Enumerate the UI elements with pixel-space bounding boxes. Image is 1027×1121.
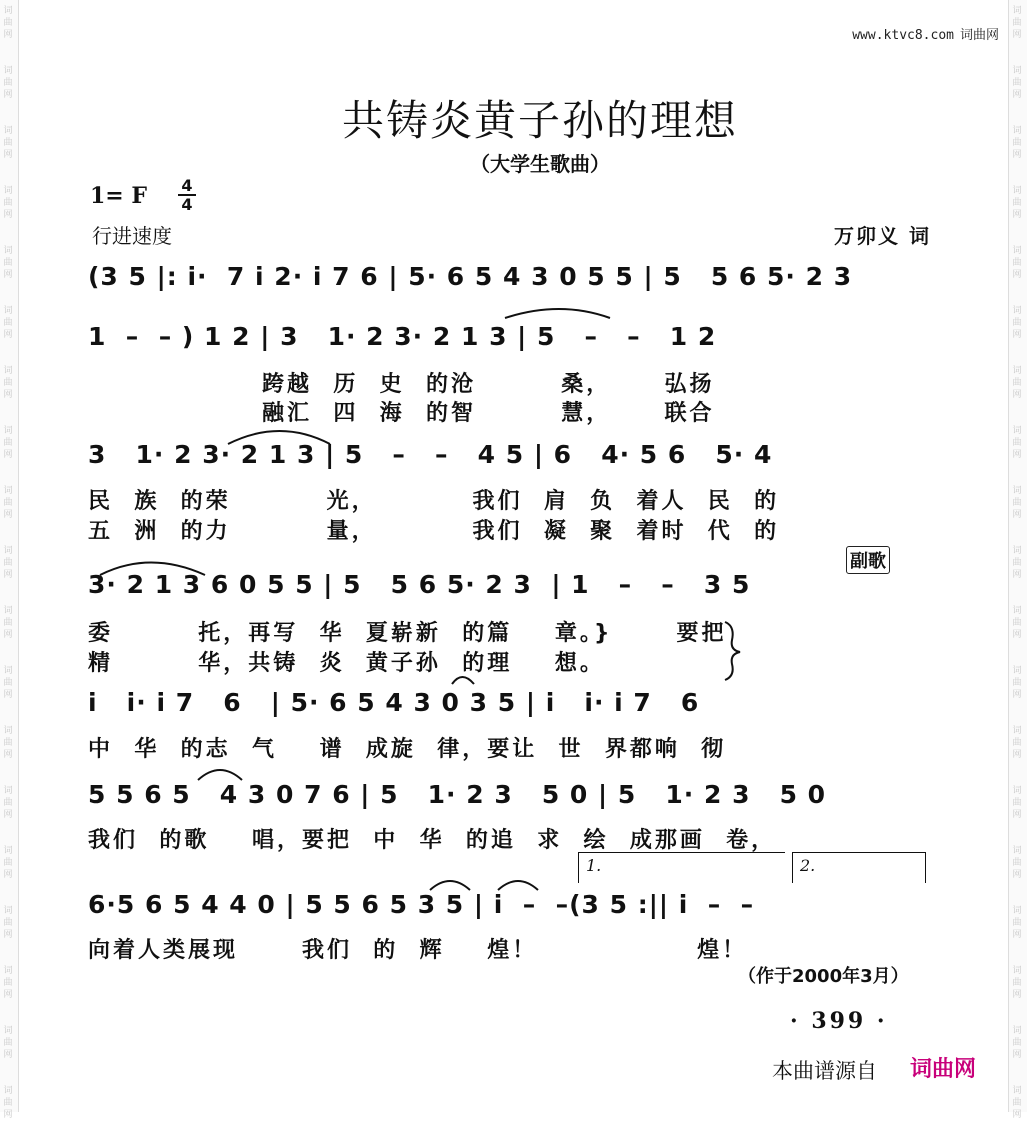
watermark-char: 曲 bbox=[1012, 558, 1022, 568]
watermark-char: 网 bbox=[3, 630, 13, 640]
lyric-verse3-line-b: 精 华，共铸 炎 黄子孙 的理 想。 bbox=[88, 651, 605, 676]
watermark-char: 网 bbox=[3, 390, 13, 400]
lyricist-credit: 万卯义 词 bbox=[834, 224, 931, 248]
watermark-char: 曲 bbox=[3, 738, 13, 748]
notation-line-7: 6·5 6 5 4 4 0 | 5 5 6 5 3 5 | i – –(3 5 :|| i – – bbox=[88, 890, 755, 919]
watermark-char: 词 bbox=[3, 186, 13, 196]
watermark-char: 网 bbox=[3, 810, 13, 820]
watermark-char: 曲 bbox=[3, 78, 13, 88]
watermark-char: 网 bbox=[3, 1050, 13, 1060]
watermark-char: 词 bbox=[1012, 1086, 1022, 1096]
watermark-char: 网 bbox=[3, 930, 13, 940]
slur-arc bbox=[430, 881, 470, 890]
watermark-char: 网 bbox=[3, 510, 13, 520]
watermark-char: 网 bbox=[1012, 870, 1022, 880]
watermark-char: 网 bbox=[3, 750, 13, 760]
watermark-char: 词 bbox=[1012, 906, 1022, 916]
watermark-char: 网 bbox=[3, 90, 13, 100]
notation-line-3: 3 1· 2 3· 2 1 3 | 5 – – 4 5 | 6 4· 5 6 5· 4 bbox=[88, 440, 773, 469]
notation-line-6: 5 5 6 5 4 3 0 7 6 | 5 1· 2 3 5 0 | 5 1· 2 3 5 0 bbox=[88, 780, 827, 809]
watermark-char: 网 bbox=[3, 450, 13, 460]
slur-arc bbox=[198, 770, 242, 780]
song-title: 共铸炎黄子孙的理想 bbox=[341, 96, 738, 145]
watermark-char: 曲 bbox=[1012, 978, 1022, 988]
watermark-char: 词 bbox=[3, 6, 13, 16]
site-name[interactable]: 词曲网 bbox=[959, 28, 999, 43]
lyric-verse1-line-a: 跨越 历 史 的沧 桑， 弘扬 bbox=[262, 372, 715, 397]
watermark-char: 曲 bbox=[3, 318, 13, 328]
watermark-char: 词 bbox=[3, 1026, 13, 1036]
slur-arc bbox=[498, 881, 538, 890]
watermark-char: 词 bbox=[1012, 306, 1022, 316]
watermark-char: 词 bbox=[3, 906, 13, 916]
watermark-char: 词 bbox=[3, 126, 13, 136]
watermark-char: 网 bbox=[3, 1110, 13, 1120]
watermark-char: 曲 bbox=[1012, 198, 1022, 208]
watermark-char: 词 bbox=[1012, 666, 1022, 676]
watermark-char: 词 bbox=[1012, 1026, 1022, 1036]
watermark-char: 词 bbox=[3, 546, 13, 556]
watermark-char: 曲 bbox=[3, 798, 13, 808]
watermark-char: 网 bbox=[1012, 930, 1022, 940]
lyric-verse2-line-b: 五 洲 的力 量， 我们 凝 聚 着时 代 的 bbox=[88, 519, 780, 544]
watermark-char: 网 bbox=[3, 270, 13, 280]
watermark-char: 词 bbox=[1012, 366, 1022, 376]
watermark-char: 词 bbox=[3, 486, 13, 496]
watermark-char: 网 bbox=[3, 30, 13, 40]
watermark-char: 词 bbox=[1012, 966, 1022, 976]
lyric-verse1-line-b: 融汇 四 海 的智 慧， 联合 bbox=[262, 401, 715, 426]
watermark-char: 词 bbox=[3, 1086, 13, 1096]
watermark-char: 曲 bbox=[3, 378, 13, 388]
watermark-char: 词 bbox=[3, 786, 13, 796]
lyric-verse3-line-a: 委 托，再写 华 夏崭新 的篇 章。} 要把 bbox=[88, 621, 727, 646]
watermark-char: 词 bbox=[1012, 66, 1022, 76]
watermark-char: 词 bbox=[1012, 186, 1022, 196]
watermark-char: 词 bbox=[1012, 426, 1022, 436]
watermark-char: 网 bbox=[1012, 30, 1022, 40]
notation-line-1: (3 5 |: i· 7 i 2· i 7 6 | 5· 6 5 4 3 0 5 5 | 5 5 6 5· 2 3 bbox=[88, 262, 853, 291]
watermark-char: 网 bbox=[1012, 390, 1022, 400]
watermark-char: 网 bbox=[3, 210, 13, 220]
watermark-char: 网 bbox=[3, 990, 13, 1000]
notation-line-4: 3· 2 1 3 6 0 5 5 | 5 5 6 5· 2 3 | 1 – – 3 5 bbox=[88, 570, 751, 599]
watermark-char: 词 bbox=[1012, 786, 1022, 796]
first-ending-label: 1. bbox=[586, 856, 602, 875]
watermark-char: 词 bbox=[1012, 486, 1022, 496]
watermark-char: 曲 bbox=[1012, 618, 1022, 628]
slur-arc bbox=[100, 563, 205, 576]
watermark-char: 网 bbox=[1012, 570, 1022, 580]
watermark-char: 曲 bbox=[3, 558, 13, 568]
watermark-char: 词 bbox=[1012, 246, 1022, 256]
watermark-char: 词 bbox=[3, 966, 13, 976]
watermark-char: 网 bbox=[1012, 1110, 1022, 1120]
watermark-char: 网 bbox=[1012, 90, 1022, 100]
watermark-char: 词 bbox=[3, 846, 13, 856]
time-signature-bottom: 4 bbox=[181, 195, 193, 214]
watermark-char: 词 bbox=[1012, 126, 1022, 136]
watermark-char: 网 bbox=[3, 330, 13, 340]
watermark-char: 网 bbox=[1012, 330, 1022, 340]
slur-arc bbox=[505, 309, 610, 318]
section-brace bbox=[725, 622, 740, 680]
watermark-char: 词 bbox=[1012, 6, 1022, 16]
watermark-char: 曲 bbox=[1012, 1038, 1022, 1048]
footer-source: 本曲谱源自 bbox=[772, 1059, 877, 1083]
page-number: · 399 · bbox=[790, 1008, 888, 1034]
watermark-char: 词 bbox=[3, 666, 13, 676]
watermark-char: 词 bbox=[1012, 606, 1022, 616]
watermark-char: 曲 bbox=[1012, 1098, 1022, 1108]
watermark-char: 曲 bbox=[1012, 318, 1022, 328]
lyric-line-6: 我们 的歌 唱，要把 中 华 的追 求 绘 成那画 卷， bbox=[88, 828, 777, 853]
watermark-char: 网 bbox=[1012, 1050, 1022, 1060]
watermark-char: 曲 bbox=[1012, 138, 1022, 148]
watermark-char: 网 bbox=[1012, 750, 1022, 760]
watermark-char: 曲 bbox=[3, 1038, 13, 1048]
watermark-char: 词 bbox=[1012, 546, 1022, 556]
watermark-char: 曲 bbox=[3, 858, 13, 868]
watermark-char: 网 bbox=[1012, 510, 1022, 520]
watermark-char: 网 bbox=[1012, 630, 1022, 640]
footer-brand-link[interactable]: 词曲网 bbox=[910, 1057, 977, 1082]
watermark-char: 曲 bbox=[3, 618, 13, 628]
notation-line-2: 1 – – ) 1 2 | 3 1· 2 3· 2 1 3 | 5 – – 1 2 bbox=[88, 322, 717, 351]
watermark-char: 曲 bbox=[1012, 78, 1022, 88]
watermark-char: 曲 bbox=[3, 1098, 13, 1108]
watermark-char: 网 bbox=[1012, 450, 1022, 460]
lyric-verse2-line-a: 民 族 的荣 光， 我们 肩 负 着人 民 的 bbox=[88, 489, 780, 514]
watermark-char: 曲 bbox=[1012, 498, 1022, 508]
watermark-char: 曲 bbox=[3, 978, 13, 988]
watermark-char: 网 bbox=[1012, 210, 1022, 220]
notation-line-5: i i· i 7 6 | 5· 6 5 4 3 0 3 5 | i i· i 7 6 bbox=[88, 688, 700, 717]
watermark-char: 网 bbox=[1012, 270, 1022, 280]
key-signature: 1= F bbox=[90, 183, 148, 209]
watermark-char: 网 bbox=[3, 690, 13, 700]
watermark-char: 词 bbox=[3, 606, 13, 616]
watermark-char: 曲 bbox=[1012, 738, 1022, 748]
watermark-char: 词 bbox=[3, 726, 13, 736]
tempo-marking: 行进速度 bbox=[92, 224, 172, 248]
lyric-line-5: 中 华 的志 气 谱 成旋 律，要让 世 界都响 彻 bbox=[88, 737, 727, 762]
watermark-char: 网 bbox=[3, 570, 13, 580]
second-ending-label: 2. bbox=[800, 856, 816, 875]
watermark-char: 词 bbox=[3, 66, 13, 76]
watermark-char: 曲 bbox=[1012, 18, 1022, 28]
watermark-char: 曲 bbox=[1012, 258, 1022, 268]
watermark-char: 曲 bbox=[3, 678, 13, 688]
watermark-char: 词 bbox=[3, 366, 13, 376]
watermark-char: 曲 bbox=[1012, 918, 1022, 928]
watermark-char: 词 bbox=[1012, 726, 1022, 736]
watermark-char: 曲 bbox=[3, 258, 13, 268]
watermark-char: 曲 bbox=[3, 918, 13, 928]
chorus-label: 副歌 bbox=[846, 546, 890, 574]
watermark-char: 曲 bbox=[3, 198, 13, 208]
watermark-char: 曲 bbox=[1012, 438, 1022, 448]
composition-date: （作于2000年3月） bbox=[738, 966, 909, 987]
watermark-char: 曲 bbox=[3, 138, 13, 148]
watermark-char: 曲 bbox=[3, 18, 13, 28]
watermark-char: 曲 bbox=[3, 438, 13, 448]
watermark-char: 网 bbox=[1012, 990, 1022, 1000]
watermark-char: 曲 bbox=[1012, 378, 1022, 388]
time-signature-top: 4 bbox=[181, 176, 193, 195]
slur-arc bbox=[452, 677, 474, 684]
watermark-char: 词 bbox=[3, 426, 13, 436]
watermark-char: 曲 bbox=[3, 498, 13, 508]
watermark-char: 网 bbox=[3, 870, 13, 880]
watermark-char: 曲 bbox=[1012, 798, 1022, 808]
watermark-char: 词 bbox=[3, 246, 13, 256]
watermark-char: 网 bbox=[3, 150, 13, 160]
watermark-char: 词 bbox=[1012, 846, 1022, 856]
song-subtitle: （大学生歌曲） bbox=[470, 152, 610, 176]
site-url[interactable]: www.ktvc8.com bbox=[852, 28, 954, 43]
watermark-char: 网 bbox=[1012, 150, 1022, 160]
watermark-char: 词 bbox=[3, 306, 13, 316]
slur-arc bbox=[228, 431, 330, 444]
watermark-char: 曲 bbox=[1012, 858, 1022, 868]
lyric-line-7: 向着人类展现 我们 的 辉 煌！ 煌！ bbox=[88, 938, 748, 963]
watermark-char: 网 bbox=[1012, 810, 1022, 820]
watermark-char: 网 bbox=[1012, 690, 1022, 700]
watermark-char: 曲 bbox=[1012, 678, 1022, 688]
